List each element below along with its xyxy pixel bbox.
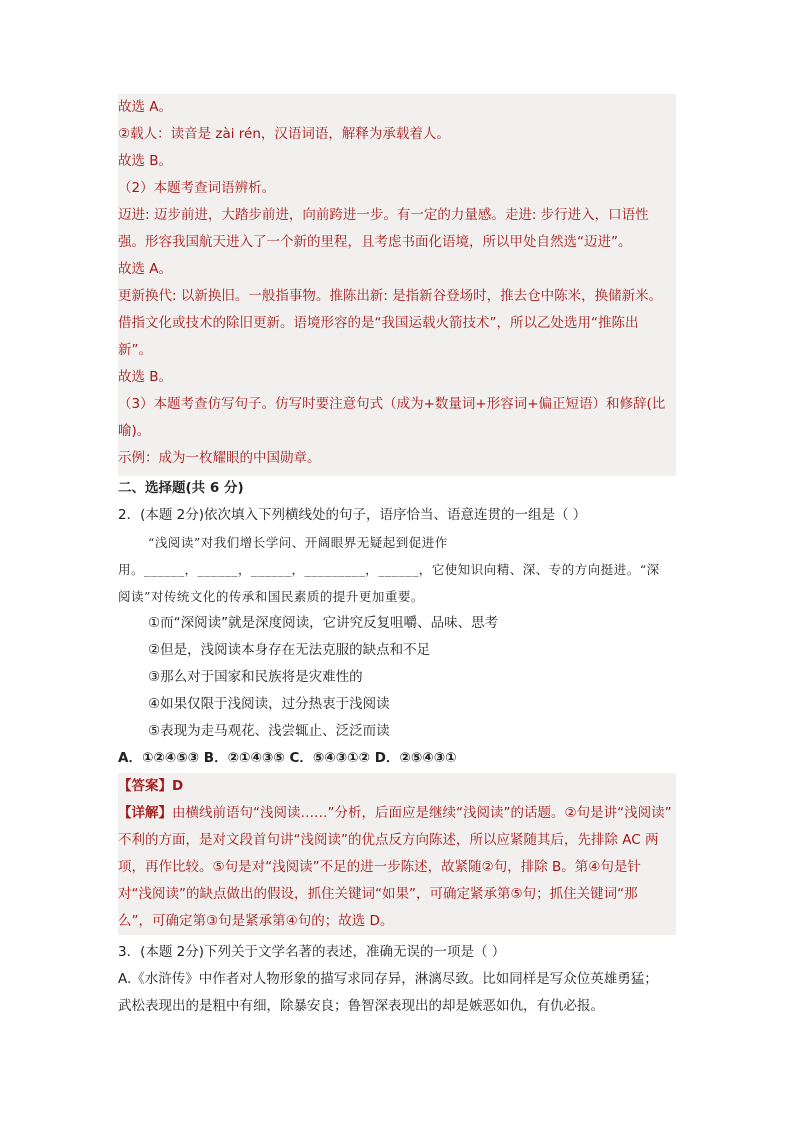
explain-line: 故选 A。 xyxy=(118,99,173,115)
explain-line: 喻)。 xyxy=(118,423,151,439)
explain-line: 更新换代: 以新换旧。一般指事物。推陈出新: 是指新谷登场时，推去仓中陈米，换储新米。 xyxy=(118,288,663,304)
answer-label: 【答案】 xyxy=(118,778,172,794)
answer-choices: A．①②④⑤③ B．②①④③⑤ C．⑤④③①② D．②⑤④③① xyxy=(118,750,457,766)
detail-line: 项，再作比较。⑤句是对“浅阅读”不足的进一步陈述，故紧随②句，排除 B。第④句是针 xyxy=(118,859,641,875)
passage-line: “浅阅读”对我们增长学问、开阔眼界无疑起到促进作 xyxy=(148,535,448,550)
explanation-block xyxy=(118,94,676,476)
detail-label: 【详解】 xyxy=(118,805,172,821)
sentence-option: ⑤表现为走马观花、浅尝辄止、泛泛而读 xyxy=(148,723,390,739)
answer-value: D xyxy=(172,778,184,794)
explain-line: 新”。 xyxy=(118,342,152,358)
explain-line: 故选 B。 xyxy=(118,369,173,385)
passage-line: 阅读”对传统文化的传承和国民素质的提升更加重要。 xyxy=(118,589,424,604)
explain-line: 故选 B。 xyxy=(118,153,173,169)
section-header xyxy=(118,475,676,502)
detail-line: 不利的方面，是对文段首句讲“浅阅读”的优点反方向陈述，所以应紧随其后，先排除 AC 两 xyxy=(118,832,659,848)
question-2 xyxy=(118,502,676,772)
explain-line: 迈进: 迈步前进，大踏步前进，向前跨进一步。有一定的力量感。走进: 步行进入，口语性 xyxy=(118,207,649,223)
passage-line: 用。______，______，______，_________，______，它使知识向精、深、专的方向挺进。“深 xyxy=(118,562,660,577)
detail-line xyxy=(118,800,676,827)
explain-line: 示例：成为一枚耀眼的中国勋章。 xyxy=(118,450,321,466)
question-stem: 2．(本题 2分)依次填入下列横线处的句子，语序恰当、语意连贯的一组是（ ） xyxy=(118,507,587,523)
explain-line: 故选 A。 xyxy=(118,261,173,277)
option-a-line: 武松表现出的是粗中有细，除暴安良；鲁智深表现出的却是嫉恶如仇，有仇必报。 xyxy=(118,998,604,1014)
answer-block xyxy=(118,773,676,935)
sentence-option: ④如果仅限于浅阅读，过分热衷于浅阅读 xyxy=(148,696,390,712)
detail-line: 么”，可确定第③句是紧承第④句的；故选 D。 xyxy=(118,913,394,929)
detail-text: 由横线前语句“浅阅读……”分析，后面应是继续“浅阅读”的话题。②句是讲“浅阅读” xyxy=(172,805,672,821)
option-a-line: A.《水浒传》中作者对人物形象的描写求同存异，淋漓尽致。比如同样是写众位英雄勇猛； xyxy=(118,971,658,987)
sentence-option: ③那么对于国家和民族将是灾难性的 xyxy=(148,669,363,685)
sentence-option: ①而“深阅读”就是深度阅读，它讲究反复咀嚼、品味、思考 xyxy=(148,615,499,631)
answer-line xyxy=(118,773,676,800)
explain-line: 借指文化或技术的除旧更新。语境形容的是“我国运载火箭技术”，所以乙处选用“推陈出 xyxy=(118,315,639,331)
question-3 xyxy=(118,939,676,1020)
explain-line: （3）本题考查仿写句子。仿写时要注意句式（成为+数量词+形容词+偏正短语）和修辞(比 xyxy=(118,396,666,412)
explain-line: ②载人：读音是 zài rén，汉语词语，解释为承载着人。 xyxy=(118,126,450,142)
explain-line: 强。形容我国航天进入了一个新的里程，且考虑书面化语境，所以甲处自然选“迈进”。 xyxy=(118,234,632,250)
section-title: 二、选择题(共 6 分) xyxy=(118,480,244,496)
question-stem: 3．(本题 2分)下列关于文学名著的表述，准确无误的一项是（ ） xyxy=(118,944,506,960)
explain-line: （2）本题考查词语辨析。 xyxy=(118,180,276,196)
sentence-option: ②但是，浅阅读本身存在无法克服的缺点和不足 xyxy=(148,642,431,658)
detail-line: 对“浅阅读”的缺点做出的假设，抓住关键词“如果”，可确定紧承第⑤句；抓住关键词“那 xyxy=(118,886,638,902)
